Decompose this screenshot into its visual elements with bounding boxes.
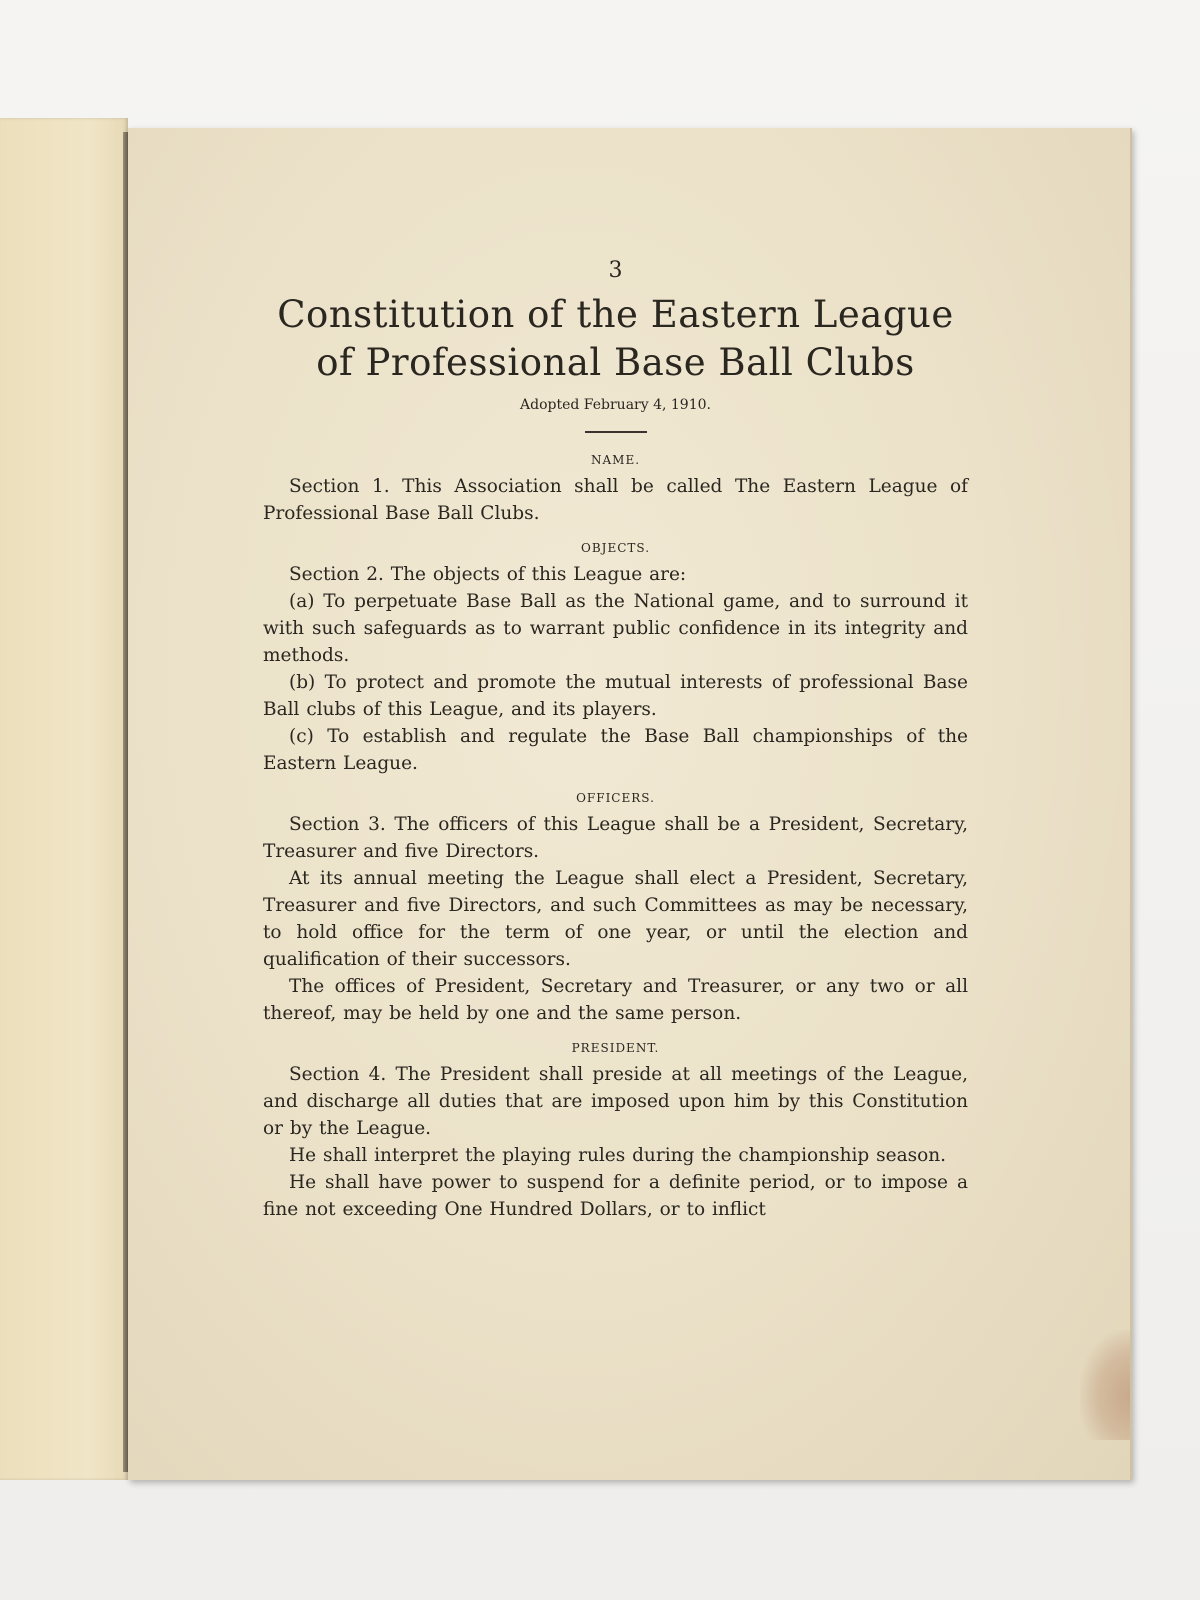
title-divider bbox=[585, 431, 647, 433]
document-title bbox=[263, 291, 968, 387]
section-2-paragraph: Section 2. The objects of this League are: bbox=[289, 564, 687, 585]
section-heading-name: NAME. bbox=[590, 453, 641, 467]
section-3-election-paragraph: At its annual meeting the League shall elect a President, Secretary, Treasurer and five Directors, and such Committees as may be necessary, to hold office for the term of one year, or until the election and qualification of their successors. bbox=[263, 868, 968, 970]
section-4-rules-paragraph: He shall interpret the playing rules during the championship season. bbox=[289, 1145, 947, 1166]
facing-page bbox=[0, 118, 128, 1480]
section-3-paragraph: Section 3. The officers of this League shall be a President, Secretary, Treasurer and five Directors. bbox=[263, 814, 968, 862]
section-heading-officers: OFFICERS. bbox=[576, 791, 655, 805]
section-3-offices-paragraph: The offices of President, Secretary and Treasurer, or any two or all thereof, may be held by one and the same person. bbox=[263, 976, 968, 1024]
adoption-date: Adopted February 4, 1910. bbox=[520, 397, 711, 413]
section-2-clause-a: (a) To perpetuate Base Ball as the National game, and to surround it with such safeguards as to warrant public confidence in its integrity and methods. bbox=[263, 591, 968, 666]
section-heading-objects: OBJECTS. bbox=[580, 541, 651, 555]
section-1-paragraph: Section 1. This Association shall be called The Eastern League of Professional Base Ball Clubs. bbox=[263, 476, 968, 524]
section-2-clause-c: (c) To establish and regulate the Base Ball championships of the Eastern League. bbox=[263, 726, 968, 774]
section-heading-president: PRESIDENT. bbox=[571, 1041, 660, 1055]
section-4-paragraph: Section 4. The President shall preside at all meetings of the League, and discharge all duties that are imposed upon him by this Constitution or by the League. bbox=[263, 1064, 968, 1139]
title-line-1: Constitution of the Eastern League bbox=[277, 293, 954, 336]
title-line-2: of Professional Base Ball Clubs bbox=[316, 341, 915, 384]
page-content bbox=[263, 258, 968, 1223]
document-page bbox=[128, 128, 1132, 1480]
section-2-clause-b: (b) To protect and promote the mutual interests of professional Base Ball clubs of this League, and its players. bbox=[263, 672, 968, 720]
section-4-power-paragraph: He shall have power to suspend for a definite period, or to impose a fine not exceeding One Hundred Dollars, or to inflict bbox=[263, 1172, 968, 1220]
page-number: 3 bbox=[608, 258, 623, 283]
page-stain bbox=[1080, 1330, 1130, 1440]
